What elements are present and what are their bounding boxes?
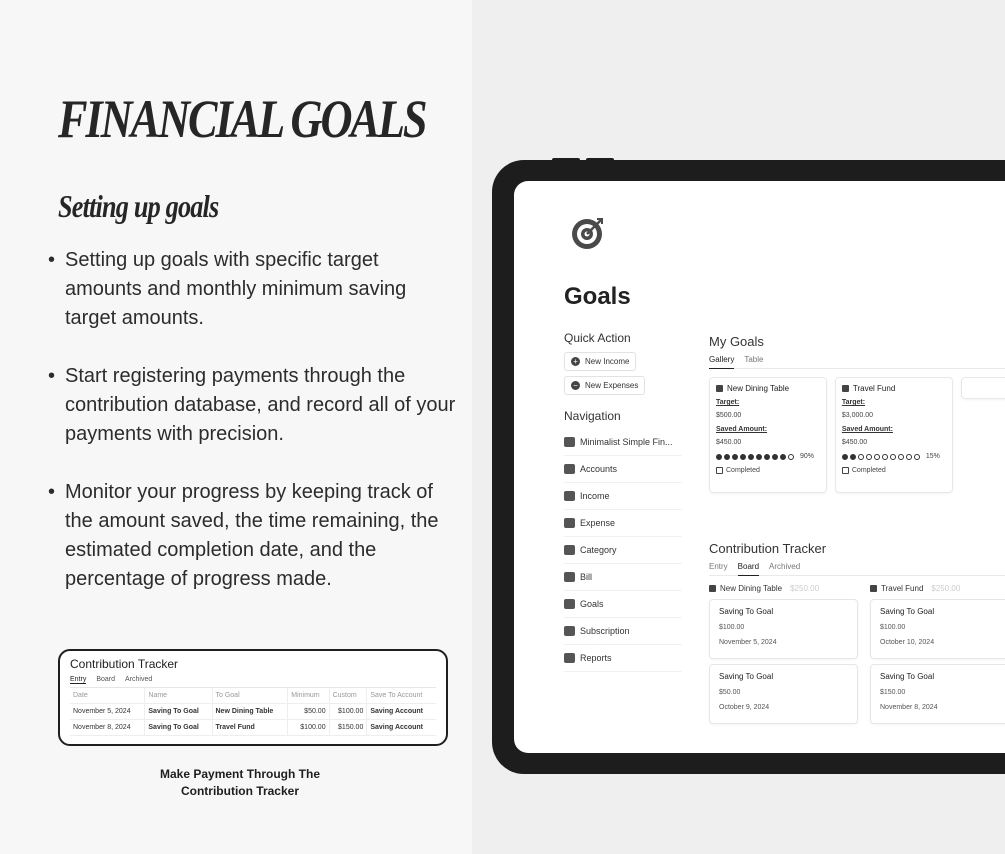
progress-dot	[748, 454, 754, 460]
my-goals-section	[709, 334, 1005, 493]
contribution-card[interactable]	[709, 599, 858, 659]
progress-dot	[882, 454, 888, 460]
new-expenses-button[interactable]	[564, 376, 645, 395]
completed-checkbox[interactable]	[716, 467, 820, 474]
finance-icon	[564, 437, 575, 447]
contribution-card[interactable]	[709, 664, 858, 724]
progress-dot	[724, 454, 730, 460]
nav-item-category[interactable]	[564, 537, 682, 564]
book-icon	[709, 585, 716, 592]
nav-item-reports[interactable]	[564, 645, 682, 672]
cell-date: November 5, 2024	[70, 704, 145, 720]
tab-table[interactable]: Table	[744, 355, 764, 364]
progress-dot	[858, 454, 864, 460]
table-row[interactable]	[70, 720, 436, 736]
nav-label: Bill	[580, 572, 593, 582]
progress-dot	[866, 454, 872, 460]
progress-dot	[898, 454, 904, 460]
preview-title: Contribution Tracker	[70, 657, 179, 671]
saved-label: Saved Amount:	[841, 426, 893, 433]
column-header-to-goal[interactable]: To Goal	[212, 688, 288, 704]
category-icon	[564, 545, 575, 555]
lane-total: $250.00	[931, 584, 961, 593]
nav-label: Expense	[580, 518, 616, 528]
tab-archived[interactable]: Archived	[769, 562, 801, 571]
book-icon	[716, 385, 723, 392]
nav-item-goals[interactable]	[564, 591, 682, 618]
tab-entry[interactable]: Entry	[70, 676, 87, 683]
contribution-card[interactable]	[870, 664, 1005, 724]
plus-icon: +	[571, 357, 580, 366]
caption-line: Make Payment Through The	[159, 767, 321, 781]
card-title: Saving To Goal	[880, 672, 935, 681]
nav-item-subscription[interactable]	[564, 618, 682, 645]
nav-label: Goals	[580, 599, 604, 609]
progress-dot	[890, 454, 896, 460]
tab-gallery[interactable]: Gallery	[709, 355, 734, 369]
progress-dot	[850, 454, 856, 460]
card-title: Saving To Goal	[719, 607, 774, 616]
preview-view-tabs	[70, 676, 436, 688]
button-label: New Expenses	[585, 381, 639, 390]
page-title: Goals	[564, 283, 631, 310]
progress-dots	[716, 453, 820, 460]
saved-label: Saved Amount:	[716, 426, 768, 433]
navigation-heading: Navigation	[564, 409, 621, 423]
card-title: Saving To Goal	[719, 672, 774, 681]
contribution-tracker-heading: Contribution Tracker	[709, 541, 827, 556]
tab-board[interactable]: Board	[96, 676, 116, 683]
income-icon	[564, 491, 575, 501]
card-date: October 10, 2024	[880, 639, 935, 646]
cell-to-goal: Travel Fund	[212, 720, 288, 736]
cell-minimum: $100.00	[288, 720, 329, 736]
card-date: November 8, 2024	[880, 704, 938, 711]
minus-icon: −	[571, 381, 580, 390]
expense-icon	[564, 518, 575, 528]
my-goals-view-tabs	[709, 355, 1005, 369]
subscription-icon	[564, 626, 575, 636]
reports-icon	[564, 653, 575, 663]
cell-to-goal: New Dining Table	[212, 704, 288, 720]
section-subtitle: Setting up goals	[58, 188, 219, 224]
cell-name: Saving To Goal	[145, 704, 212, 720]
progress-dot	[788, 454, 794, 460]
progress-dot	[906, 454, 912, 460]
completed-label: Completed	[726, 467, 760, 474]
progress-percent: 15%	[925, 453, 940, 460]
board-lane	[709, 584, 858, 729]
my-goals-heading: My Goals	[709, 334, 764, 349]
nav-label: Subscription	[580, 626, 630, 636]
column-header-custom[interactable]: Custom	[329, 688, 367, 704]
lane-total: $250.00	[790, 584, 820, 593]
checkbox[interactable]	[716, 467, 723, 474]
completed-checkbox[interactable]	[842, 467, 946, 474]
cell-custom: $150.00	[329, 720, 367, 736]
card-date: November 5, 2024	[719, 639, 777, 646]
table-row[interactable]	[70, 704, 436, 720]
target-label: Target:	[841, 399, 866, 406]
airplane-icon	[870, 585, 877, 592]
saved-value: $450.00	[841, 439, 868, 446]
preview-table	[70, 688, 436, 736]
board-lane	[870, 584, 1005, 729]
progress-dot	[740, 454, 746, 460]
card-amount: $100.00	[880, 624, 906, 631]
progress-dot	[780, 454, 786, 460]
tablet-screen	[514, 181, 1005, 753]
lane-title: New Dining Table	[720, 584, 783, 593]
column-header-name[interactable]: Name	[145, 688, 212, 704]
cell-minimum: $50.00	[288, 704, 329, 720]
goal-gallery	[709, 377, 1005, 493]
tab-archived[interactable]: Archived	[125, 676, 153, 683]
cell-account: Saving Account	[367, 704, 436, 720]
nav-label: Minimalist Simple Fin...	[580, 437, 673, 447]
card-title: Saving To Goal	[880, 607, 935, 616]
target-value: $3,000.00	[841, 412, 874, 419]
contribution-tracker-preview	[58, 649, 448, 746]
tracker-board	[709, 584, 1005, 729]
progress-dot	[842, 454, 848, 460]
contribution-tracker-section	[709, 541, 1005, 729]
goal-card-partial[interactable]	[961, 377, 1005, 399]
progress-dot	[914, 454, 920, 460]
tab-entry[interactable]: Entry	[709, 562, 728, 571]
contribution-card[interactable]	[870, 599, 1005, 659]
progress-dot	[732, 454, 738, 460]
accounts-icon	[564, 464, 575, 474]
target-icon	[570, 215, 606, 251]
progress-dot	[716, 454, 722, 460]
nav-item-expense[interactable]	[564, 510, 682, 537]
progress-dots	[842, 453, 946, 460]
saved-value: $450.00	[716, 439, 742, 446]
feature-list	[48, 246, 458, 623]
goals-icon	[564, 599, 575, 609]
card-amount: $100.00	[719, 624, 745, 631]
new-income-button[interactable]	[564, 352, 636, 371]
goal-card[interactable]	[709, 377, 827, 493]
airplane-icon	[842, 385, 849, 392]
progress-dot	[756, 454, 762, 460]
card-amount: $150.00	[880, 689, 906, 696]
cell-date: November 8, 2024	[70, 720, 145, 736]
caption-line: Contribution Tracker	[180, 784, 299, 798]
nav-label: Accounts	[580, 464, 618, 474]
nav-item-home[interactable]	[564, 429, 682, 456]
feature-item: • Setting up goals with specific target amounts and monthly minimum saving target amounts.	[48, 246, 458, 333]
column-header-minimum[interactable]: Minimum	[288, 688, 329, 704]
nav-item-bill[interactable]	[564, 564, 682, 591]
feature-item: • Monitor your progress by keeping track of the amount saved, the time remaining, the estimated completion date, and the percentage of progress made.	[48, 478, 458, 594]
column-header-save-to-account[interactable]: Save To Account	[367, 688, 436, 704]
preview-caption	[140, 766, 340, 800]
button-label: New Income	[585, 357, 630, 366]
cell-account: Saving Account	[367, 720, 436, 736]
quick-action-heading: Quick Action	[564, 331, 631, 345]
tracker-view-tabs	[709, 562, 1005, 576]
sidebar	[564, 331, 682, 672]
nav-item-income[interactable]	[564, 483, 682, 510]
tab-board[interactable]: Board	[738, 562, 759, 576]
cell-custom: $100.00	[329, 704, 367, 720]
progress-dot	[764, 454, 770, 460]
checkbox[interactable]	[842, 467, 849, 474]
target-label: Target:	[716, 399, 740, 406]
hero-title: FINANCIAL GOALS	[58, 89, 426, 149]
nav-label: Category	[580, 545, 617, 555]
column-header-date[interactable]: Date	[70, 688, 145, 704]
bill-icon	[564, 572, 575, 582]
goal-name: New Dining Table	[727, 384, 790, 393]
progress-percent: 90%	[800, 453, 815, 460]
feature-item: • Start registering payments through the contribution database, and record all of your payments with precision.	[48, 362, 458, 449]
card-amount: $50.00	[719, 689, 741, 696]
nav-label: Reports	[580, 653, 612, 663]
target-value: $500.00	[716, 412, 742, 419]
card-date: October 9, 2024	[719, 704, 770, 711]
lane-title: Travel Fund	[881, 584, 924, 593]
completed-label: Completed	[851, 467, 886, 474]
progress-dot	[772, 454, 778, 460]
goal-name: Travel Fund	[852, 384, 896, 393]
nav-label: Income	[580, 491, 610, 501]
progress-dot	[874, 454, 880, 460]
goal-card[interactable]	[835, 377, 953, 493]
nav-item-accounts[interactable]	[564, 456, 682, 483]
cell-name: Saving To Goal	[145, 720, 212, 736]
